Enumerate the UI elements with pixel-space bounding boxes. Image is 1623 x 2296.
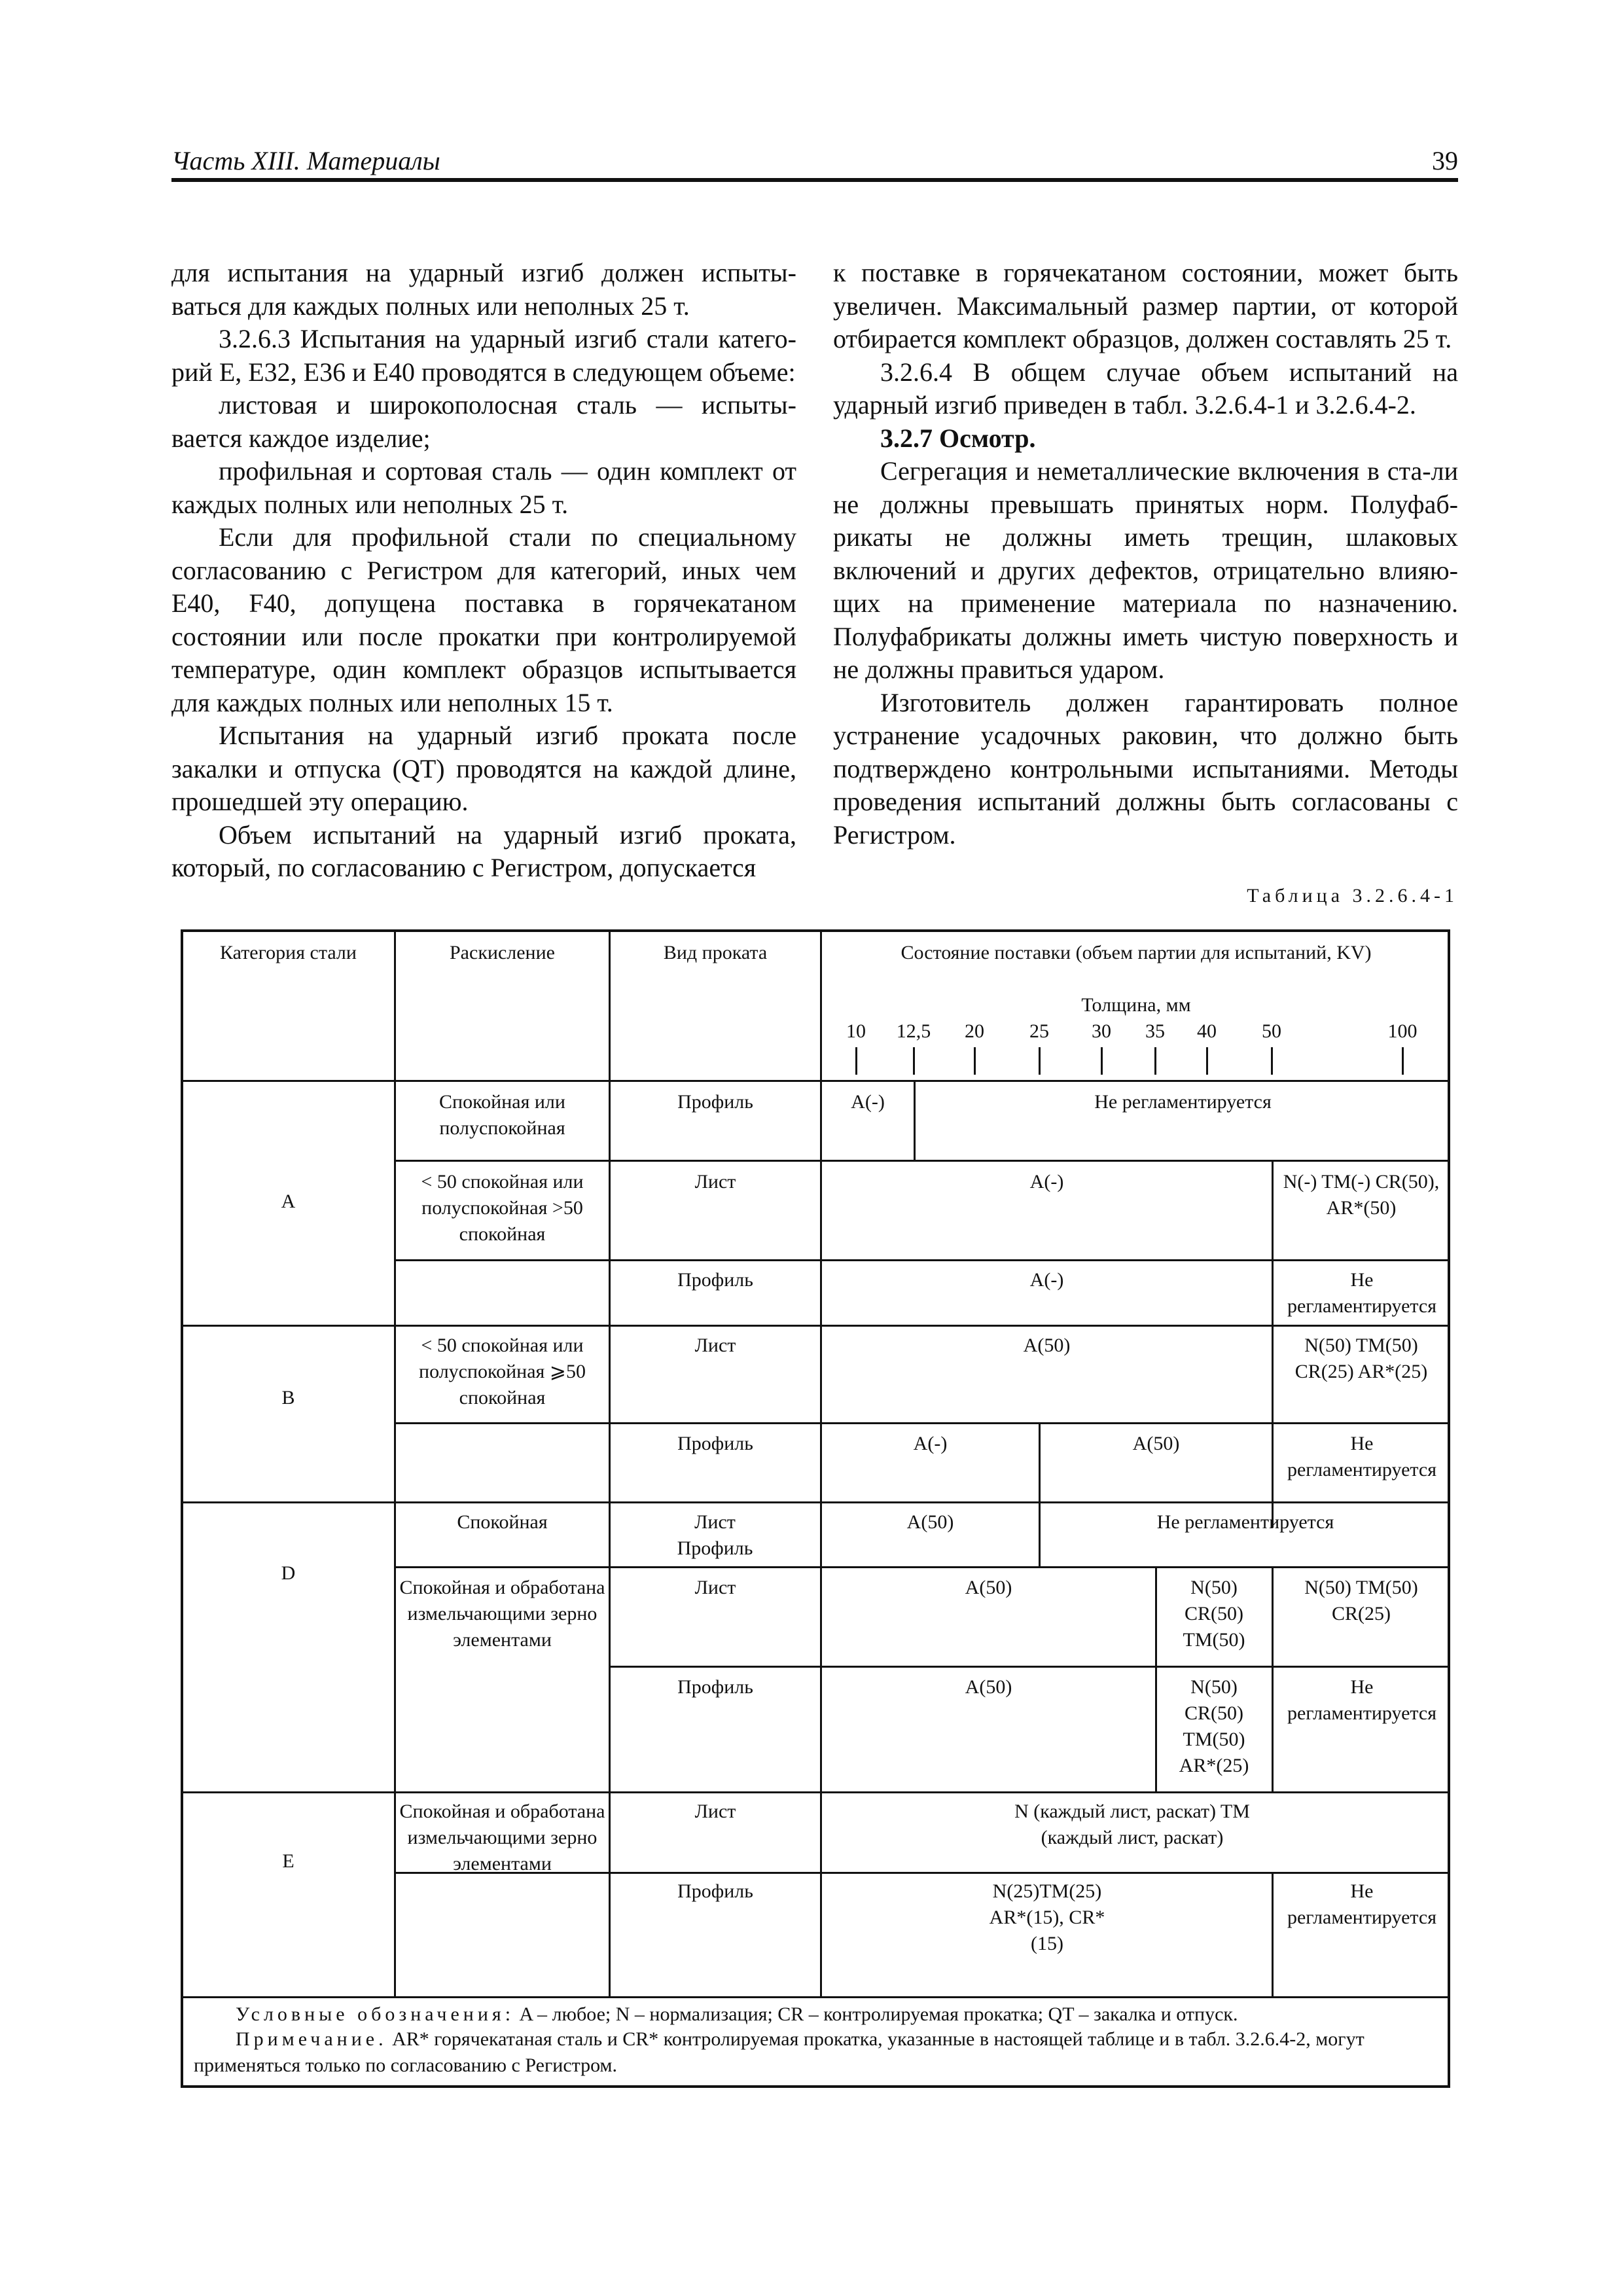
paragraph: 3.2.6.3 Испытания на ударный изгиб стали катего-рий E, E32, E36 и E40 проводятся в следующем объеме: <box>171 324 796 387</box>
b2-value: A(50) <box>1132 1433 1180 1454</box>
note-text: AR* горячекатаная сталь и CR* контролируемая прокатка, указанные в настоящей таблице и в табл. 3.2.6.4-2, могут применяться только по согласованию с Регистром. <box>194 2028 1364 2076</box>
left-column <box>171 257 796 885</box>
page-number: 39 <box>1432 146 1458 175</box>
d3-value: N(50) CR(50) TM(50) AR*(25) <box>1179 1676 1249 1776</box>
paragraph: 3.2.6.4 В общем случае объем испытаний на ударный изгиб приведен в табл. 3.2.6.4-1 и 3.2.6.4-2. <box>833 357 1458 420</box>
paragraph: Изготовитель должен гарантировать полное устранение усадочных раковин, что должно быть подтверждено контрольными испытаниями. Методы проведения испытаний должны быть согласованы с Регистром. <box>833 687 1458 850</box>
scale-tick <box>1206 1047 1208 1075</box>
a2-product: Лист <box>694 1171 736 1193</box>
a1-value: A(-) <box>851 1091 885 1113</box>
b1-product: Лист <box>694 1335 736 1356</box>
category-a: A <box>281 1191 296 1212</box>
d3-product: Профиль <box>677 1676 753 1698</box>
section-heading: 3.2.7 Осмотр. <box>880 423 1036 453</box>
scale-label: 20 <box>965 1020 984 1042</box>
table-rule <box>181 1325 1450 1327</box>
table-caption: Таблица 3.2.6.4-1 <box>1247 885 1458 906</box>
a2-value: N(-) TM(-) CR(50), AR*(50) <box>1283 1171 1440 1219</box>
scale-tick <box>1402 1047 1404 1075</box>
e2-value: Не регламентируется <box>1287 1880 1437 1928</box>
page-header-left: Часть XIII. Материалы <box>171 146 440 175</box>
scale-label: 100 <box>1387 1020 1418 1042</box>
a2-deoxidation: < 50 спокойная или полуспокойная >50 спокойная <box>421 1171 584 1245</box>
d2-value: N(50) CR(50) TM(50) <box>1183 1577 1245 1651</box>
d2-value: N(50) TM(50) CR(25) <box>1304 1577 1418 1624</box>
a2-value: A(-) <box>1029 1171 1064 1193</box>
paragraph: для испытания на ударный изгиб должен испыты-ваться для каждых полных или неполных 25 т. <box>171 258 796 321</box>
legend-label: Условные обозначения: <box>236 2003 515 2025</box>
table-rule <box>1155 1566 1157 1791</box>
table-rule <box>181 1501 1450 1503</box>
b2-value: A(-) <box>913 1433 948 1454</box>
b2-product: Профиль <box>677 1433 753 1454</box>
paragraph: Сегрегация и неметаллические включения в ста-ли не должны превышать принятых норм. Полуфаб-рикаты не должны иметь трещин, шлаковых включений и других дефектов, отрицательно влияю-щих на применение материала по назначению. Полуфабрикаты должны иметь чистую поверхность и не должны правиться ударом. <box>833 456 1458 684</box>
scale-tick <box>974 1047 976 1075</box>
scale-label: 50 <box>1262 1020 1281 1042</box>
table-legend <box>236 2001 1440 2028</box>
d1-value: Не регламентируется <box>1156 1511 1334 1533</box>
scale-label: 10 <box>846 1020 866 1042</box>
b1-value: N(50) TM(50) CR(25) AR*(25) <box>1294 1335 1428 1382</box>
a1-product: Профиль <box>677 1091 753 1113</box>
e2-value: N(25)TM(25) AR*(15), CR*(15) <box>989 1880 1105 1954</box>
d3-value: A(50) <box>965 1676 1012 1698</box>
a3-value: A(-) <box>1029 1269 1064 1291</box>
category-b: B <box>281 1387 295 1408</box>
right-column <box>833 257 1458 852</box>
d1-product: Лист Профиль <box>677 1511 753 1559</box>
d3-value: Не регламентируется <box>1287 1676 1437 1724</box>
note-label: Примечание. <box>236 2028 387 2050</box>
table-rule <box>181 1996 1450 1998</box>
scale-tick <box>1101 1047 1103 1075</box>
table-rule <box>394 1259 1450 1261</box>
a1-deoxidation: Спокойная или полуспокойная <box>439 1091 565 1139</box>
header-thickness: Толщина, мм <box>1081 994 1191 1016</box>
scale-label: 40 <box>1197 1020 1217 1042</box>
table-rule <box>181 1080 1450 1082</box>
scale-label: 12,5 <box>896 1020 931 1042</box>
paragraph: Если для профильной стали по специальному согласованию с Регистром для категорий, иных чем E40, F40, допущена поставка в горячекатаном состоянии или после прокатки при контролируемой температуре, один комплект образцов испытывается для каждых полных или неполных 15 т. <box>171 522 796 717</box>
a3-value: Не регламентируется <box>1287 1269 1437 1317</box>
paragraph: Испытания на ударный изгиб проката после закалки и отпуска (QT) проводятся на каждой длине, прошедшей эту операцию. <box>171 721 796 816</box>
table-rule <box>609 1666 1450 1668</box>
b1-deoxidation: < 50 спокойная или полуспокойная ⩾50 спокойная <box>419 1335 586 1408</box>
table-rule <box>394 1422 1450 1424</box>
scale-label: 30 <box>1092 1020 1111 1042</box>
scale-tick <box>855 1047 857 1075</box>
d2-product: Лист <box>694 1577 736 1598</box>
paragraph: листовая и широкополосная сталь — испыты-вается каждое изделие; <box>171 390 796 453</box>
scale-tick <box>1271 1047 1273 1075</box>
header-product: Вид проката <box>663 942 768 963</box>
d2-deoxidation: Спокойная и обработана измельчающими зерно элементами <box>399 1577 605 1651</box>
table-note <box>194 2026 1437 2079</box>
b2-value: Не регламентируется <box>1287 1433 1437 1480</box>
paragraph: профильная и сортовая сталь — один комплект от каждых полных или неполных 25 т. <box>171 456 796 519</box>
b1-value: A(50) <box>1023 1335 1071 1356</box>
a3-product: Профиль <box>677 1269 753 1291</box>
table-rule <box>394 1566 1450 1568</box>
header-category: Категория стали <box>220 942 357 963</box>
category-e: E <box>282 1850 294 1872</box>
e1-value: N (каждый лист, раскат) TM (каждый лист, раскат) <box>1014 1801 1250 1848</box>
d2-value: A(50) <box>965 1577 1012 1598</box>
scale-label: 35 <box>1145 1020 1165 1042</box>
scale-tick <box>1154 1047 1156 1075</box>
category-d: D <box>281 1562 296 1584</box>
d1-value: A(50) <box>906 1511 954 1533</box>
header-delivery: Состояние поставки (объем партии для испытаний, KV) <box>901 942 1372 963</box>
legend-text: A – любое; N – нормализация; CR – контролируемая прокатка; QT – закалка и отпуск. <box>519 2003 1238 2025</box>
header-rule <box>171 178 1458 182</box>
paragraph: к поставке в горячекатаном состоянии, может быть увеличен. Максимальный размер партии, от которой отбирается комплект образцов, должен составлять 25 т. <box>833 258 1458 353</box>
a1-value: Не регламентируется <box>1094 1091 1272 1113</box>
table-rule <box>394 1160 1450 1162</box>
e2-product: Профиль <box>677 1880 753 1902</box>
scale-label: 25 <box>1029 1020 1049 1042</box>
d1-deoxidation: Спокойная <box>457 1511 548 1533</box>
scale-tick <box>1039 1047 1041 1075</box>
e1-product: Лист <box>694 1801 736 1822</box>
table-rule <box>181 1791 1450 1793</box>
paragraph: Объем испытаний на ударный изгиб проката, который, по согласованию с Регистром, допускается <box>171 819 796 882</box>
scale-tick <box>913 1047 915 1075</box>
header-deoxidation: Раскисление <box>450 942 555 963</box>
e1-deoxidation: Спокойная и обработана измельчающими зерно элементами <box>399 1801 605 1874</box>
